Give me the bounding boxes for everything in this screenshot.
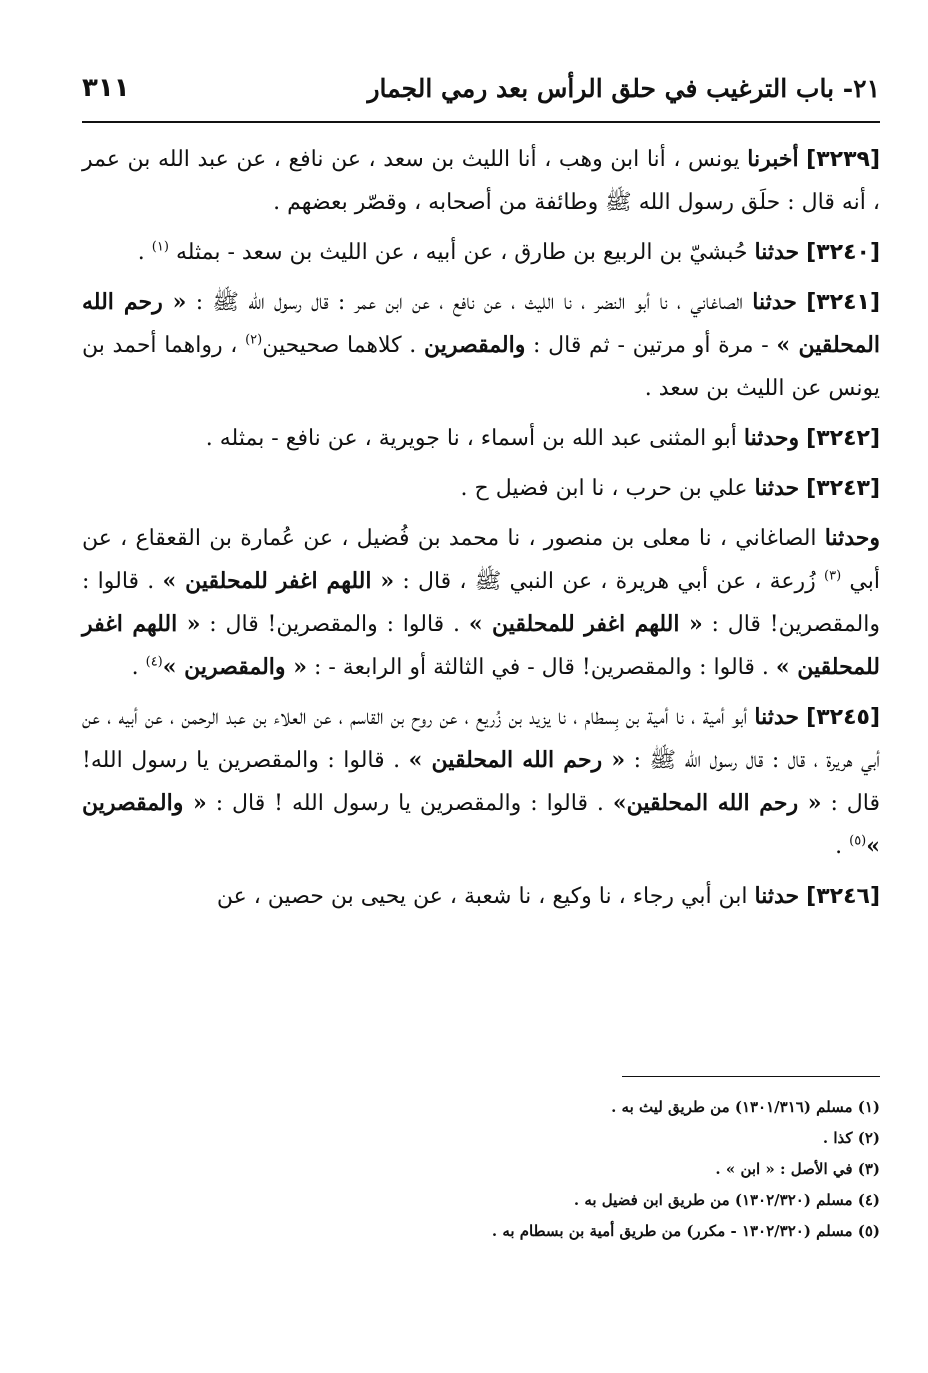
narration-verb: وحدثنا bbox=[824, 525, 880, 551]
narration-verb: حدثنا bbox=[754, 475, 800, 501]
prophetic-saying: « والمقصرين » bbox=[82, 790, 880, 859]
narration-verb: حدثنا bbox=[754, 704, 799, 730]
hadith-text: . قالوا : والمقصرين! قال - في الثالثة أو الرابعة - : bbox=[313, 655, 769, 680]
prophetic-saying: « اللهم اغفر للمحلقين » bbox=[82, 611, 880, 680]
narration-verb: حدثنا bbox=[754, 239, 800, 265]
hadith-text: يونس ، أنا ابن وهب ، أنا الليث بن سعد ، عن نافع ، عن عبد الله بن عمر ، أنه قال : حلَق رسول الله ﷺ وطائفة من أصحابه ، وقصّر بعضهم . bbox=[82, 147, 880, 215]
hadith-text: . bbox=[835, 834, 843, 859]
hadith-number: [٣٢٤٢] bbox=[806, 426, 880, 451]
hadith-3245 bbox=[82, 696, 880, 868]
prophetic-saying: « رحم الله المحلقين » bbox=[82, 289, 880, 358]
hadith-text: حُبشيّ بن الربيع بن طارق ، عن أبيه ، عن الليث بن سعد - بمثله bbox=[175, 240, 748, 265]
hadith-3244 bbox=[82, 517, 880, 689]
prophetic-saying: « اللهم اغفر للمحلقين » bbox=[162, 568, 395, 594]
hadith-text: . قالوا : والمقصرين! قال : bbox=[209, 612, 460, 637]
narration-verb: حدثنا bbox=[754, 883, 800, 909]
footnote-ref: (١) bbox=[151, 239, 169, 255]
chapter-title: ٢١- باب الترغيب في حلق الرأس بعد رمي الجمار bbox=[367, 73, 880, 103]
hadith-text: الصاغاني ، نا أبو النضر ، نا الليث ، عن نافع ، عن ابن عمر : قال رسول الله ﷺ : bbox=[195, 290, 743, 315]
footnote: (١) مسلم (١٣٠١/٣١٦) من طريق ليث به . bbox=[611, 1098, 880, 1116]
prophetic-saying: « والمقصرين » bbox=[162, 654, 307, 680]
hadith-list bbox=[82, 138, 880, 925]
prophetic-saying: « رحم الله المحلقين» bbox=[612, 790, 822, 816]
narration-verb: أخبرنا bbox=[747, 146, 799, 172]
narration-verb: حدثنا bbox=[752, 289, 797, 315]
hadith-text: . قالوا : والمقصرين! قال : bbox=[82, 569, 880, 637]
footnote-ref: (٥) bbox=[849, 833, 867, 849]
prophetic-saying: « رحم الله المحلقين » bbox=[408, 747, 626, 773]
hadith-3243 bbox=[82, 467, 880, 510]
page-number: ٣١١ bbox=[82, 73, 130, 103]
hadith-text: ابن أبي رجاء ، نا وكيع ، نا شعبة ، عن يحيى بن حصين ، عن bbox=[216, 884, 748, 909]
footnote: (٣) في الأصل : « ابن » . bbox=[715, 1160, 880, 1178]
footnote-divider bbox=[622, 1076, 880, 1077]
hadith-text: . bbox=[131, 655, 139, 680]
hadith-text: زُرعة ، عن أبي هريرة ، عن النبي ﷺ ، قال : bbox=[402, 569, 816, 594]
hadith-number: [٣٢٤٦] bbox=[806, 884, 880, 909]
hadith-number: [٣٢٤٣] bbox=[806, 476, 880, 501]
hadith-text: - مرة أو مرتين - ثم قال : bbox=[533, 333, 769, 358]
prophetic-saying: والمقصرين bbox=[423, 332, 526, 358]
footnote: (٤) مسلم (١٣٠٢/٣٢٠) من طريق ابن فضيل به . bbox=[573, 1191, 880, 1209]
hadith-3240 bbox=[82, 231, 880, 274]
hadith-text: أبو المثنى عبد الله بن أسماء ، نا جويرية ، عن نافع - بمثله . bbox=[205, 426, 737, 451]
footnote: (٥) مسلم (١٣٠٢/٣٢٠ - مكرر) من طريق أمية بن بسطام به . bbox=[491, 1222, 880, 1240]
footnote-ref: (٢) bbox=[245, 332, 263, 348]
hadith-text: . قالوا : والمقصرين يا رسول الله! قال : bbox=[82, 748, 881, 816]
hadith-number: [٣٢٣٩] bbox=[806, 147, 880, 172]
hadith-text: . قالوا : والمقصرين يا رسول الله ! قال : bbox=[215, 791, 604, 816]
hadith-3239 bbox=[82, 138, 880, 224]
hadith-3241 bbox=[82, 281, 880, 410]
page-header bbox=[82, 66, 880, 110]
hadith-text: الصاغاني ، نا معلى بن منصور ، نا محمد بن فُضيل ، عن عُمارة بن القعقاع ، عن أبي bbox=[82, 526, 880, 594]
hadith-text: علي بن حرب ، نا ابن فضيل ح . bbox=[460, 476, 748, 501]
footnotes bbox=[82, 1092, 880, 1247]
footnote-ref: (٤) bbox=[145, 654, 163, 670]
hadith-3242 bbox=[82, 417, 880, 460]
prophetic-saying: « اللهم اغفر للمحلقين » bbox=[468, 611, 703, 637]
hadith-text: . bbox=[137, 240, 145, 265]
hadith-number: [٣٢٤٥] bbox=[806, 705, 880, 730]
header-divider bbox=[82, 121, 880, 123]
narration-verb: وحدثنا bbox=[743, 425, 800, 451]
footnote: (٢) كذا . bbox=[822, 1129, 880, 1147]
hadith-text: . كلاهما صحيحين bbox=[262, 333, 417, 358]
hadith-text: ، رواهما أحمد بن يونس عن الليث بن سعد . bbox=[82, 333, 880, 401]
hadith-number: [٣٢٤١] bbox=[806, 290, 881, 315]
hadith-text: أبو أمية ، نا أمية بن بِسطام ، نا يزيد بن زُريع ، عن روح بن القاسم ، عن العلاء بن عبد الرحمن ، عن أبيه ، عن أبي هريرة ، قال : قال رسول الله ﷺ : bbox=[82, 705, 880, 773]
footnote-ref: (٣) bbox=[824, 568, 842, 584]
hadith-number: [٣٢٤٠] bbox=[806, 240, 880, 265]
hadith-3246 bbox=[82, 875, 880, 918]
